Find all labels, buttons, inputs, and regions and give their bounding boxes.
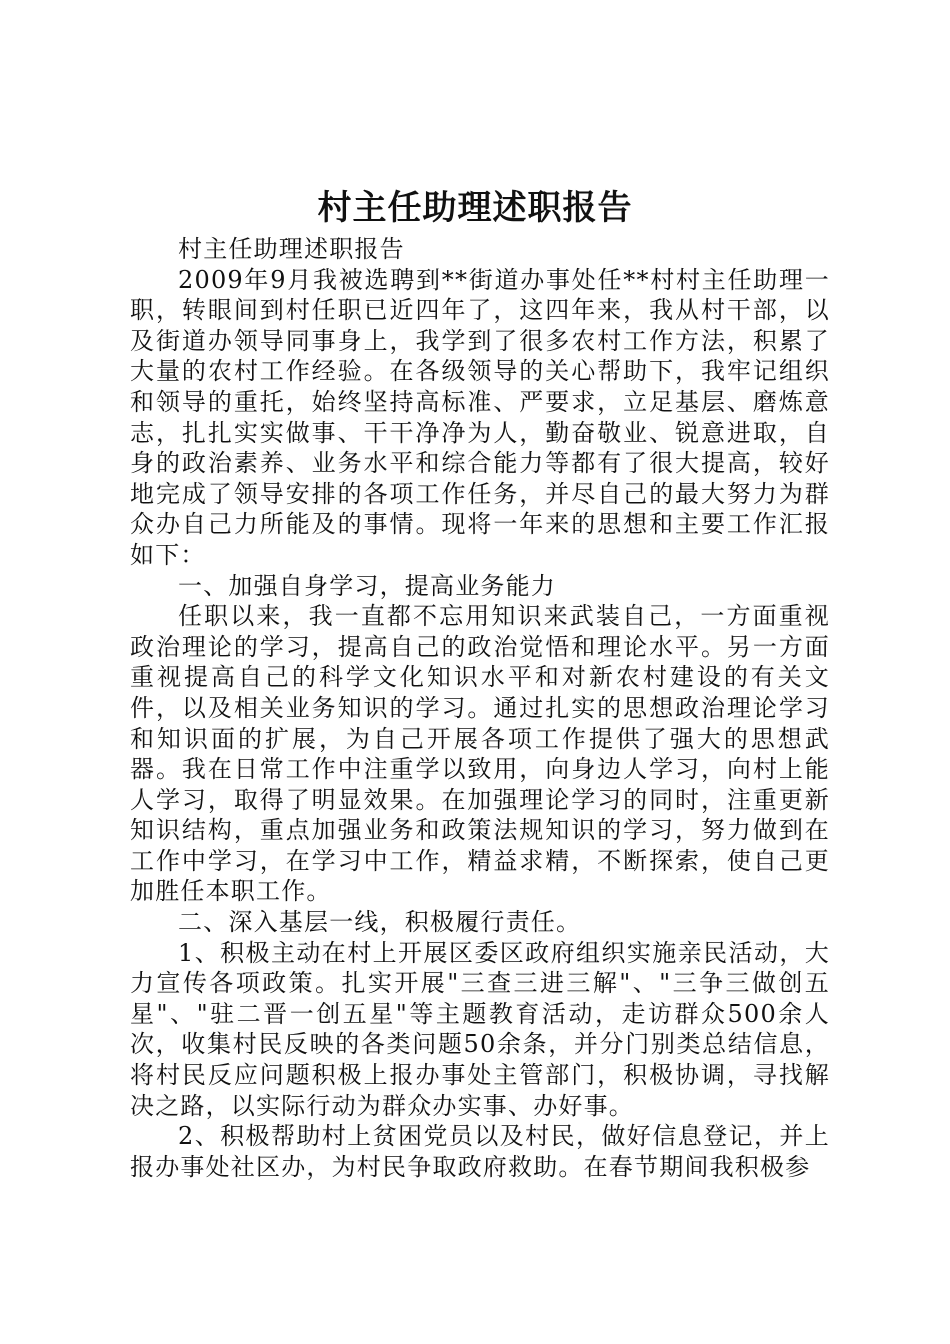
paragraph-study: 任职以来，我一直都不忘用知识来武装自己，一方面重视政治理论的学习，提高自己的政治觉悟和理论水平。另一方面重视提高自己的科学文化知识水平和对新农村建设的有关文件，以及相关业务知识的学习。通过扎实的思想政治理论学习和知识面的扩展，为自己开展各项工作提供了强大的思想武器。我在日常工作中注重学以致用，向身边人学习，向村上能人学习，取得了明显效果。在加强理论学习的同时，注重更新知识结构，重点加强业务和政策法规知识的学习，努力做到在工作中学习，在学习中工作，精益求精，不断探索，使自己更加胜任本职工作。 — [130, 602, 830, 906]
paragraph-heading-repeat: 村主任助理述职报告 — [178, 235, 405, 263]
paragraph-item-1: 1、积极主动在村上开展区委区政府组织实施亲民活动，大力宣传各项政策。扎实开展"三查三进三解"、"三争三做创五星"、"驻二晋一创五星"等主题教育活动，走访群众500余人次，收集村民反映的各类问题50余条，并分门别类总结信息，将村民反应问题积极上报办事处主管部门，积极协调，寻找解决之路，以实际行动为群众办实事、办好事。 — [130, 938, 830, 1120]
document-title: 村主任助理述职报告 — [317, 188, 633, 228]
section-heading-grassroots: 二、深入基层一线，积极履行责任。 — [178, 908, 582, 937]
paragraph-introduction: 2009年9月我被选聘到**街道办事处任**村村主任助理一职，转眼间到村任职已近四年了，这四年来，我从村干部，以及街道办领导同事身上，我学到了很多农村工作方法，积累了大量的农村工作经验。在各级领导的关心帮助下，我牢记组织和领导的重托，始终坚持高标准、严要求，立足基层、磨炼意志，扎扎实实做事、干干净净为人，勤奋敬业、锐意进取，自身的政治素养、业务水平和综合能力等都有了很大提高，较好地完成了领导安排的各项工作任务，并尽自己的最大努力为群众办自己力所能及的事情。现将一年来的思想和主要工作汇报如下： — [130, 265, 830, 569]
document-body — [130, 234, 830, 1182]
paragraph-item-2: 2、积极帮助村上贫困党员以及村民，做好信息登记，并上报办事处社区办，为村民争取政府救助。在春节期间我积极参 — [130, 1122, 830, 1181]
section-heading-study: 一、加强自身学习，提高业务能力 — [178, 571, 556, 600]
